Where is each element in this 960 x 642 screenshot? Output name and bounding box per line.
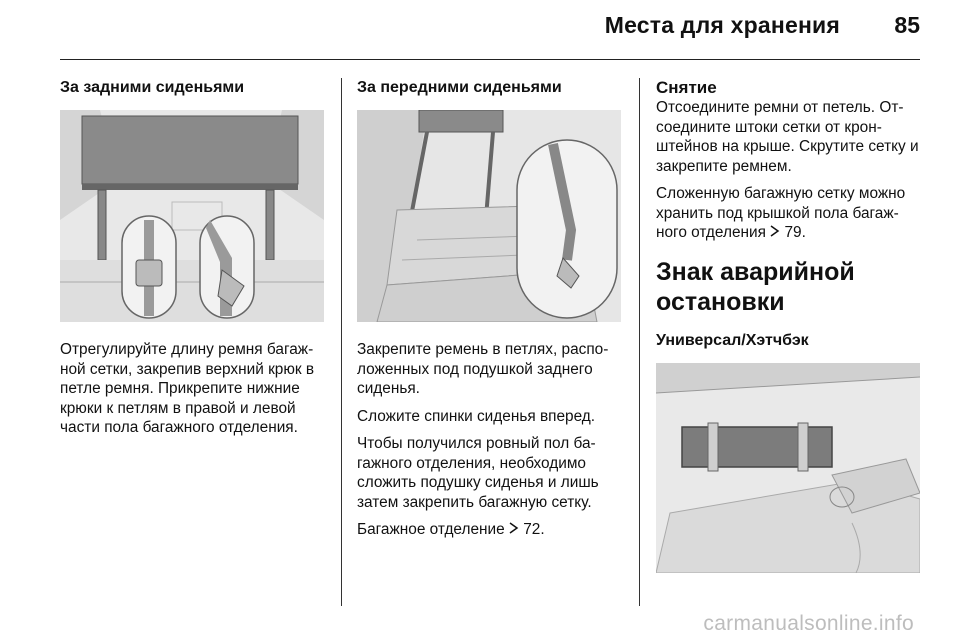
col1-heading: За задними сиденьями [60, 79, 245, 96]
cargo-net-rear-illustration [60, 110, 324, 322]
col2-paragraph-3: Чтобы получился ровный пол ба-гажного отделения, необходимо сложить подушку сиденья и лишь затем закрепить багажную сетку. [357, 435, 599, 511]
col2-paragraph-1: Закрепите ремень в петлях, распо-ложенных под подушкой заднего сиденья. [357, 341, 609, 397]
col2-heading: За передними сиденьями [357, 79, 562, 96]
section-title: Знак аварийной остановки [656, 257, 855, 316]
col3-p2-text: Сложенную багажную сетку можно хранить под крышкой пола багаж-ного отделения [656, 185, 906, 241]
col3-paragraph-1: Отсоедините ремни от петель. От-соедините штоки сетки от крон-штейнов на крыше. Скрутите сетку и закрепите ремнем. [656, 99, 919, 175]
col1-paragraph: Отрегулируйте длину ремня багаж-ной сетки, закрепив верхний крюк в петле ремня. Прикрепите нижние крюки к петлям в правой и левой части пола багажного отделения. [60, 341, 315, 436]
page-title: Места для хранения [604, 12, 840, 38]
header-rule [60, 59, 920, 60]
col2-ref-page: 72. [523, 521, 545, 538]
warning-triangle-storage-illustration [656, 363, 920, 573]
col2-paragraph-2: Сложите спинки сиденья вперед. [357, 407, 596, 425]
watermark: carmanualsonline.info [703, 612, 914, 635]
page-number: 85 [894, 12, 920, 38]
col3-heading: Снятие [656, 78, 717, 97]
column-3 [656, 78, 924, 573]
column-2 [357, 78, 625, 548]
col3-p2-ref[interactable]: 79. [784, 224, 806, 241]
reference-arrow-icon [509, 520, 519, 540]
col2-reference[interactable] [357, 520, 625, 540]
col3-paragraph-2 [656, 184, 924, 243]
column-divider-1 [341, 78, 342, 606]
cargo-net-front-illustration [357, 110, 621, 322]
column-divider-2 [639, 78, 640, 606]
col3-subheading: Универсал/Хэтчбэк [656, 331, 809, 349]
reference-arrow-icon [770, 223, 780, 243]
column-1 [60, 78, 326, 446]
col2-ref-text: Багажное отделение [357, 521, 505, 538]
